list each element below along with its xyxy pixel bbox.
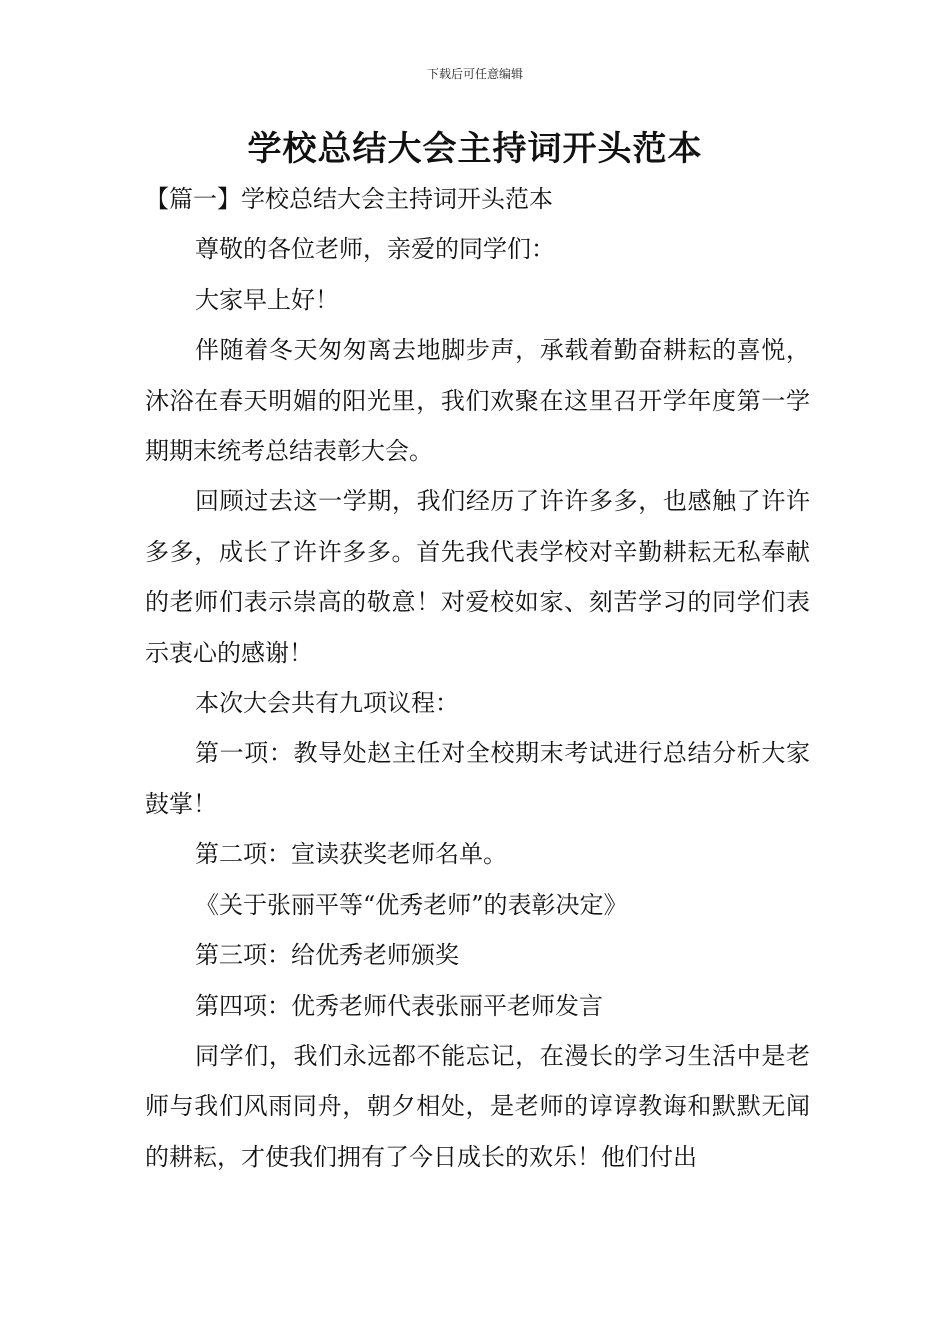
header-note: 下载后可任意编辑 <box>426 67 523 81</box>
paragraph-agenda: 本次大会共有九项议程： <box>195 689 459 718</box>
paragraph-item-3: 第三项：给优秀老师颁奖 <box>195 941 459 970</box>
paragraph-opening: 伴随着冬天匆匆离去地脚步声，承载着勤奋耕耘的喜悦，沐浴在春天明媚的阳光里，我们欢聚在这里召开学年度第一学期期末统考总结表彰大会。 <box>145 336 810 466</box>
document-title: 学校总结大会主持词开头范本 <box>247 129 703 169</box>
paragraph-item-1: 第一项：教导处赵主任对全校期末考试进行总结分析大家鼓掌！ <box>145 739 810 818</box>
paragraph-students: 同学们，我们永远都不能忘记，在漫长的学习生活中是老师与我们风雨同舟，朝夕相处，是老师的谆谆教诲和默默无闻的耕耘，才使我们拥有了今日成长的欢乐！他们付出 <box>145 1041 810 1171</box>
paragraph-decision: 《关于张丽平等“优秀老师”的表彰决定》 <box>195 890 628 919</box>
paragraph-morning: 大家早上好！ <box>195 285 339 314</box>
section-heading: 【篇一】学校总结大会主持词开头范本 <box>145 185 553 213</box>
paragraph-item-4: 第四项：优秀老师代表张丽平老师发言 <box>195 991 603 1020</box>
paragraph-greeting: 尊敬的各位老师，亲爱的同学们： <box>195 235 555 264</box>
paragraph-review: 回顾过去这一学期，我们经历了许许多多，也感触了许许多多，成长了许许多多。首先我代表学校对辛勤耕耘无私奉献的老师们表示崇高的敬意！对爱校如家、刻苦学习的同学们表示衷心的感谢！ <box>145 487 810 667</box>
paragraph-item-2: 第二项：宣读获奖老师名单。 <box>195 840 507 869</box>
document-body <box>145 174 810 1182</box>
